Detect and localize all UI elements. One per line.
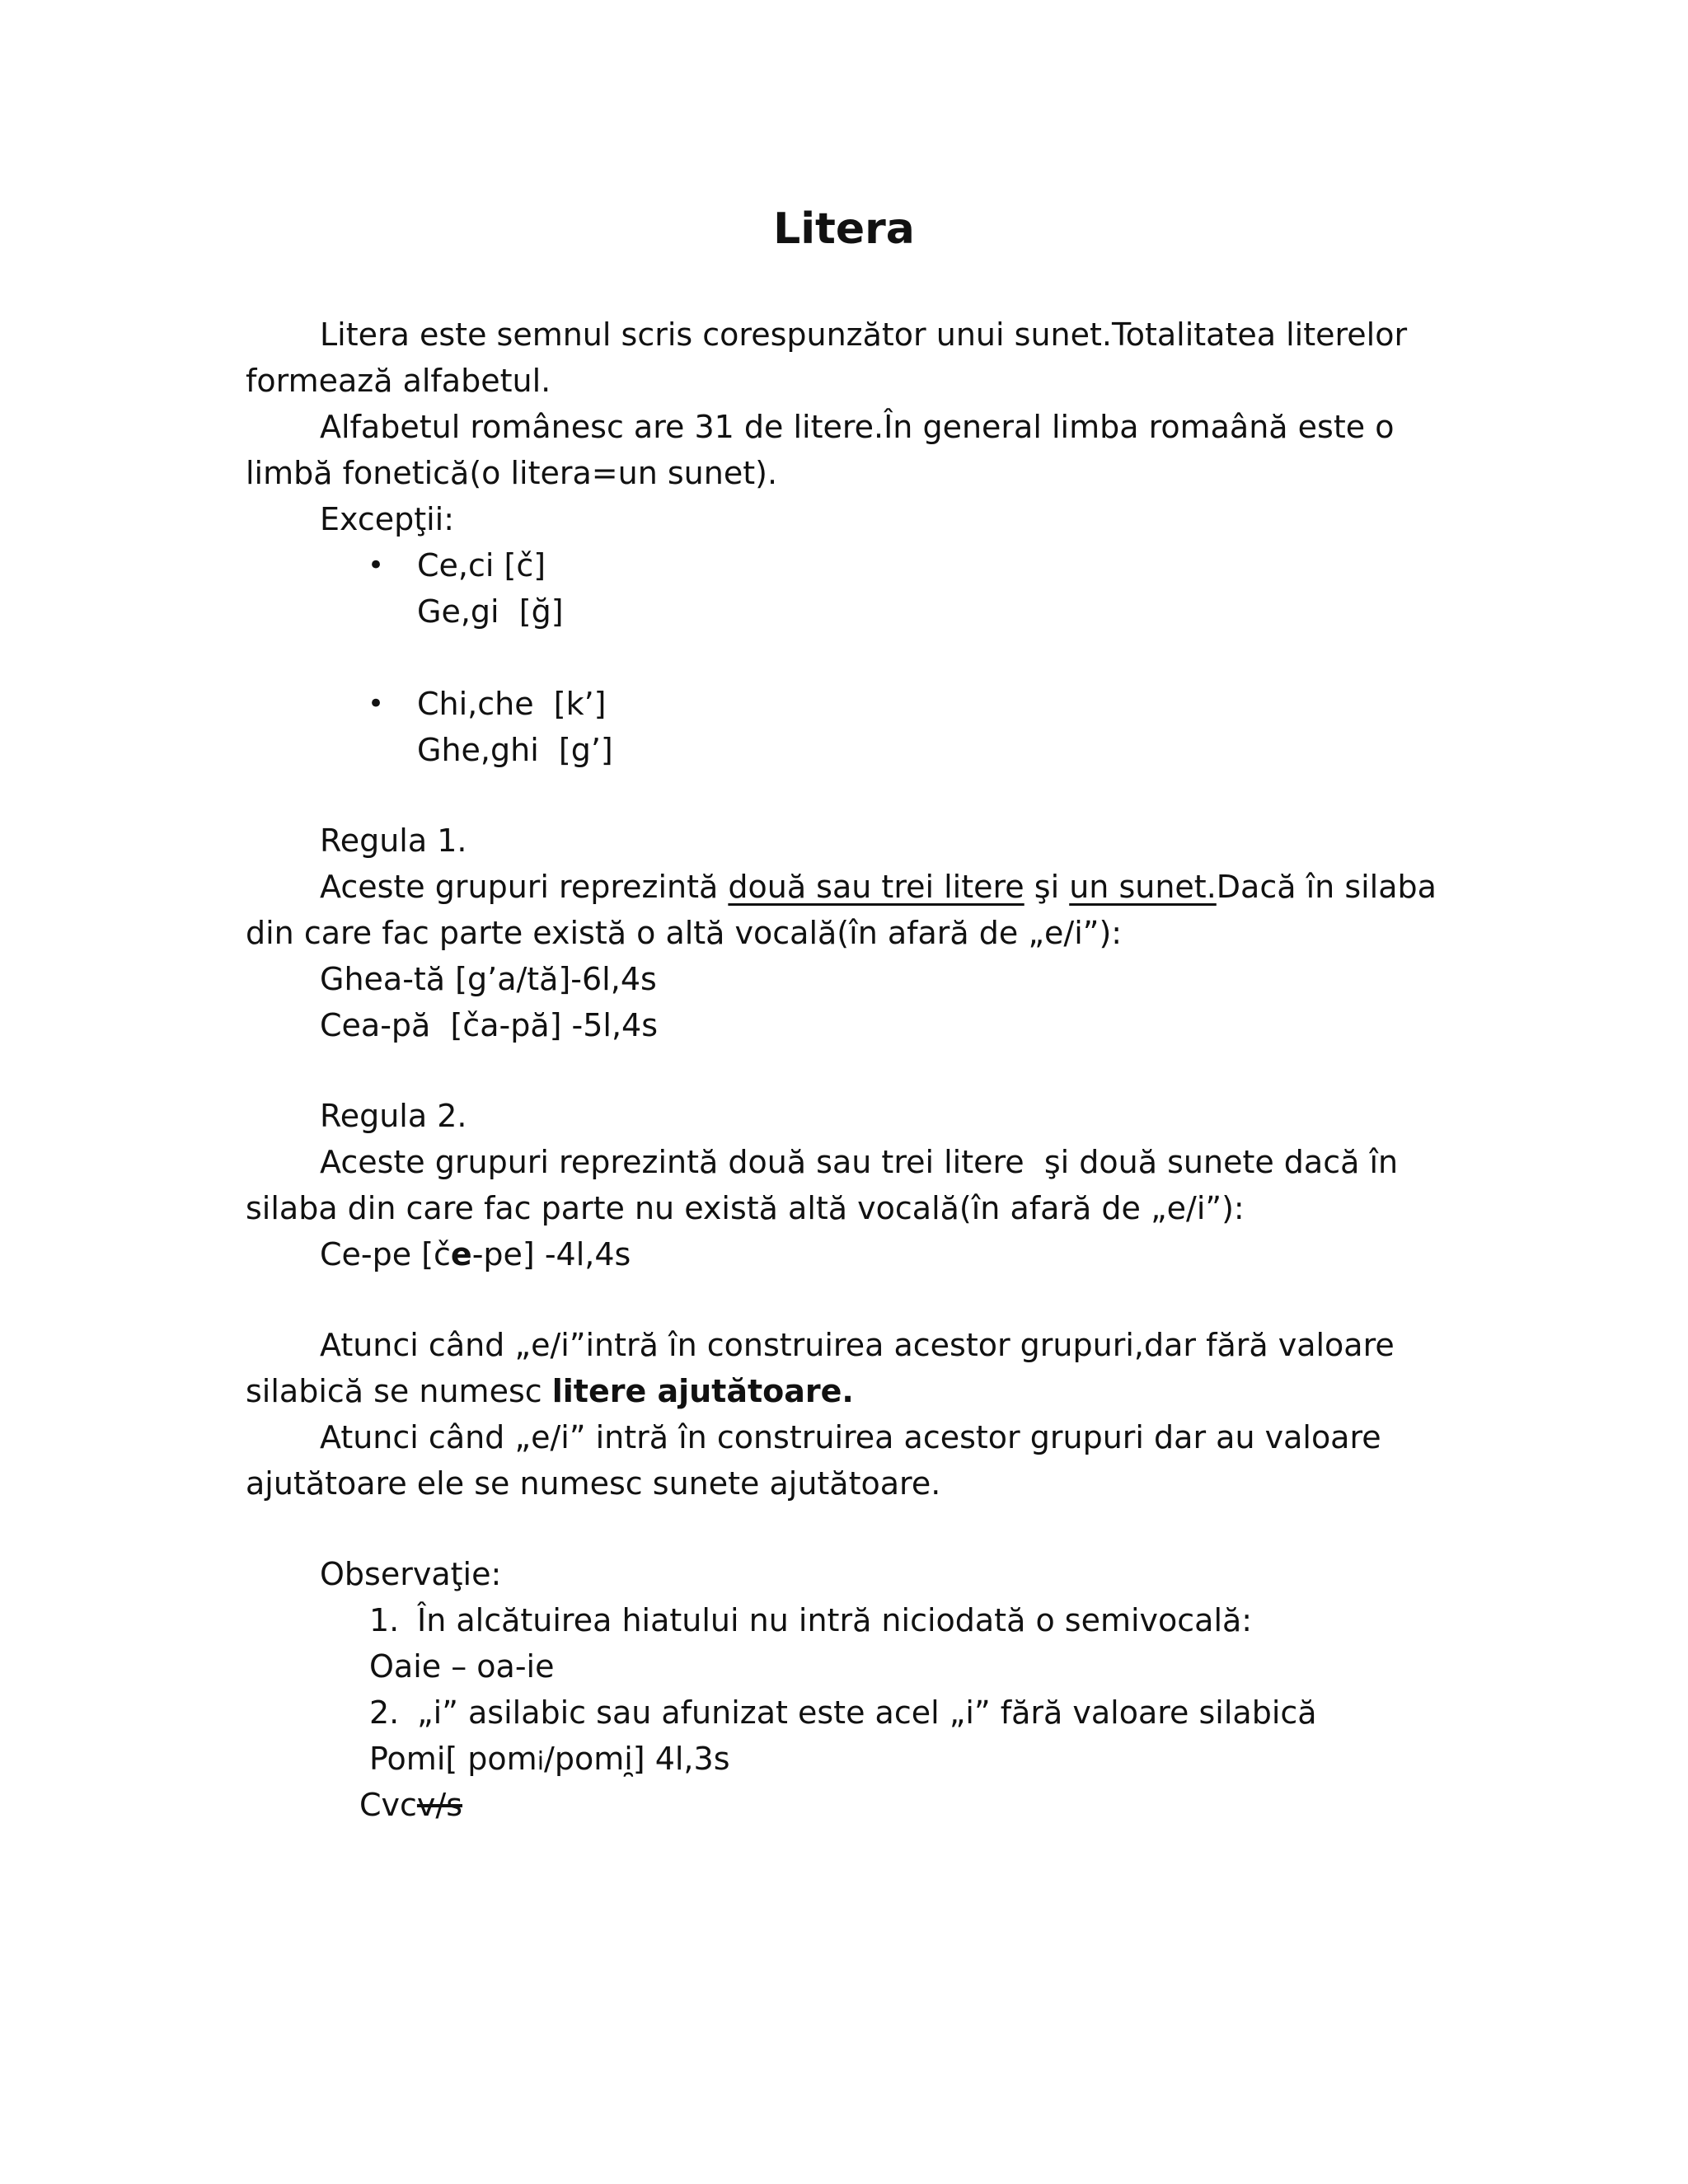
bullet-icon: • <box>368 687 385 720</box>
paragraph-2-line-2: limbă fonetică(o litera=un sunet). <box>246 455 778 491</box>
rule-2-line-2: silaba din care fac parte nu există altă vocală(în afară de „e/i”): <box>246 1190 1245 1226</box>
observation-item-2-example: Pomi[ pomi/pomi̯] 4l,3s <box>369 1741 730 1777</box>
bullet-icon: • <box>368 549 385 582</box>
observation-item-2: „i” asilabic sau afunizat este acel „i” fără valoare silabică <box>417 1694 1317 1731</box>
exception-1-line-2: Ge,gi [ğ] <box>417 593 564 630</box>
rule-2-line-1: Aceste grupuri reprezintă două sau trei litere şi două sunete dacă în <box>320 1144 1399 1180</box>
paragraph-3-line-2: silabică se numesc litere ajutătoare. <box>246 1373 854 1409</box>
rule-1-heading: Regula 1. <box>320 823 467 859</box>
underlined-text: un sunet. <box>1069 869 1217 905</box>
struck-text: v/s <box>416 1787 463 1823</box>
bold-term: litere ajutătoare. <box>551 1373 854 1409</box>
exceptions-heading: Excepţii: <box>320 501 455 537</box>
observation-item-1: În alcătuirea hiatului nu intră niciodată o semivocală: <box>417 1602 1253 1638</box>
paragraph-4-line-2: ajutătoare ele se numesc sunete ajutătoare. <box>246 1465 941 1502</box>
paragraph-1-line-2: formează alfabetul. <box>246 363 551 399</box>
observation-number-1: 1. <box>369 1602 400 1638</box>
page-title: Litera <box>773 204 915 254</box>
observation-heading: Observaţie: <box>320 1556 502 1592</box>
rule-1-line-2: din care fac parte există o altă vocală(în afară de „e/i”): <box>246 915 1123 951</box>
exception-2-line-2: Ghe,ghi [g’] <box>417 732 613 768</box>
observation-item-1-example: Oaie – oa-ie <box>369 1648 555 1685</box>
rule-1-line-1: Aceste grupuri reprezintă două sau trei litere şi un sunet.Dacă în silaba <box>320 869 1437 905</box>
paragraph-1-line-1: Litera este semnul scris corespunzător unui sunet.Totalitatea literelor <box>320 316 1408 353</box>
underlined-text: două sau trei litere <box>728 869 1025 905</box>
rule-1-example-1: Ghea-tă [g’a/tă]-6l,4s <box>320 961 657 997</box>
exception-1-line-1: Ce,ci [č] <box>417 547 546 583</box>
observation-number-2: 2. <box>369 1694 400 1731</box>
paragraph-3-line-1: Atunci când „e/i”intră în construirea acestor grupuri,dar fără valoare <box>320 1327 1395 1363</box>
rule-2-heading: Regula 2. <box>320 1098 467 1134</box>
paragraph-2-line-1: Alfabetul românesc are 31 de litere.În general limba romaână este o <box>320 409 1395 445</box>
cvc-line: Cvcv/s <box>359 1787 463 1823</box>
rule-2-example: Ce-pe [če-pe] -4l,4s <box>320 1236 631 1272</box>
rule-1-example-2: Cea-pă [ča-pă] -5l,4s <box>320 1007 659 1043</box>
paragraph-4-line-1: Atunci când „e/i” intră în construirea acestor grupuri dar au valoare <box>320 1419 1381 1455</box>
exception-2-line-1: Chi,che [k’] <box>417 686 607 722</box>
